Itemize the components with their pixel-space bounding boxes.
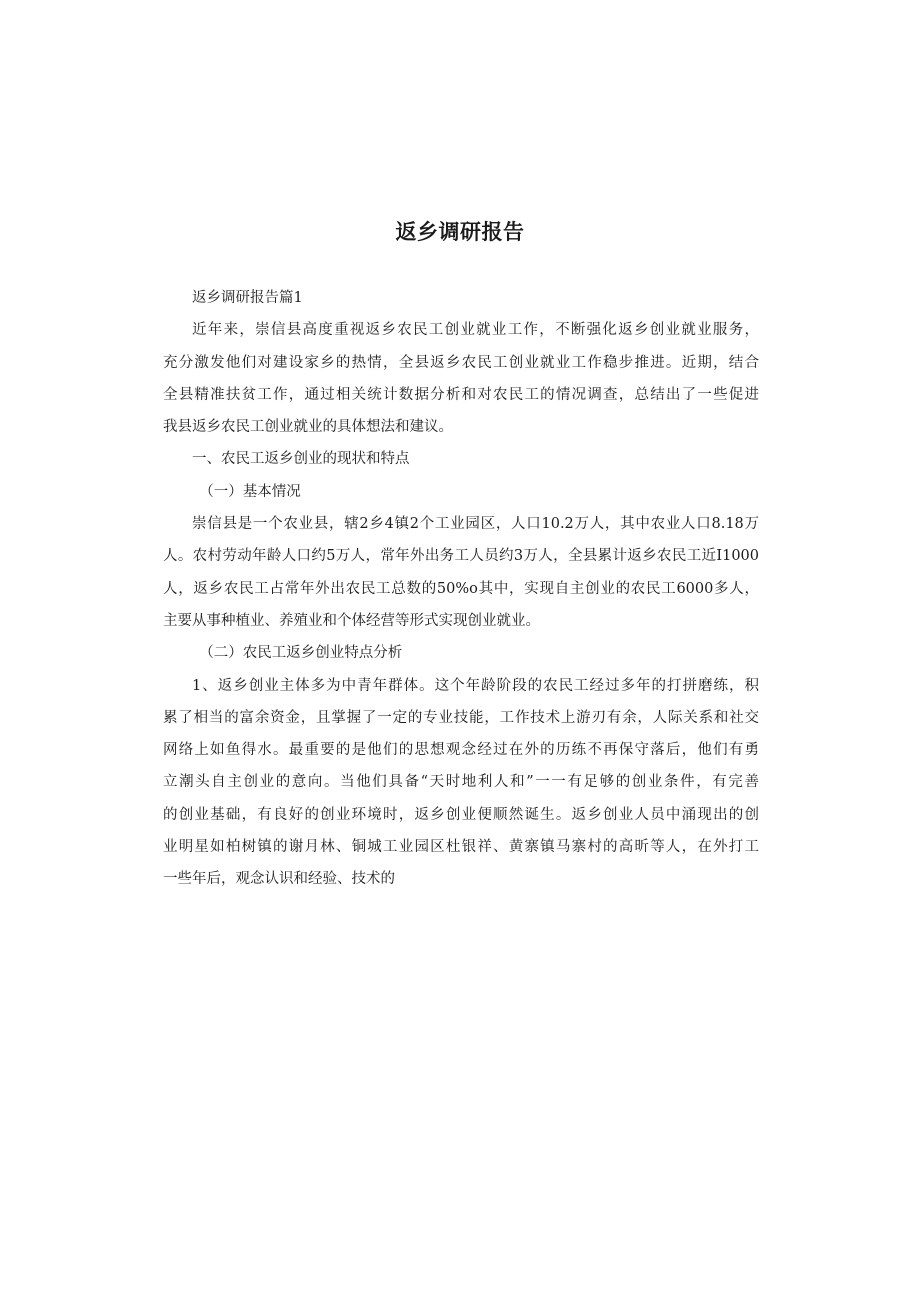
- paragraph-line: 我县返乡农民工创业就业的具体想法和建议。: [163, 419, 453, 436]
- section-heading: 一、农民工返乡创业的现状和特点: [192, 451, 410, 468]
- subsection-heading: （二）农民工返乡创业特点分析: [199, 645, 403, 662]
- paragraph-line: 立潮头自主创业的意向。当他们具备“天时地利人和”一一有足够的创业条件，有完善: [163, 774, 759, 791]
- paragraph-line: 业明星如柏树镇的谢月林、铜城工业园区杜银祥、黄寨镇马寨村的高昕等人，在外打工: [163, 839, 759, 856]
- document-title: 返乡调研报告: [395, 220, 525, 244]
- paragraph-line: 崇信县是一个农业县，辖2乡4镇2个工业园区，人口10.2万人，其中农业人口8.18万: [192, 516, 759, 533]
- feature-paragraph: [163, 670, 759, 896]
- paragraph-line: 一些年后，观念认识和经验、技术的: [163, 871, 395, 888]
- basic-situation-paragraph: [163, 508, 759, 637]
- paragraph-line: 近年来，崇信县高度重视返乡农民工创业就业工作，不断强化返乡创业就业服务，: [192, 322, 759, 339]
- paragraph-line: 网络上如鱼得水。最重要的是他们的思想观念经过在外的历练不再保守落后，他们有勇: [163, 742, 759, 759]
- paragraph-line: 全县精准扶贫工作，通过相关统计数据分析和对农民工的情况调查，总结出了一些促进: [163, 386, 759, 403]
- document-body: [163, 282, 759, 896]
- paragraph-line: 充分激发他们对建设家乡的热情，全县返乡农民工创业就业工作稳步推进。近期，结合: [163, 354, 759, 371]
- paragraph-line: 人。农村劳动年龄人口约5万人，常年外出务工人员约3万人，全县累计返乡农民工近I1000: [163, 548, 759, 565]
- section-label: 返乡调研报告篇1: [192, 290, 303, 306]
- paragraph-line: 主要从事种植业、养殖业和个体经营等形式实现创业就业。: [163, 612, 540, 629]
- subsection-heading: （一）基本情况: [199, 483, 301, 500]
- paragraph-line: 的创业基础，有良好的创业环境时，返乡创业便顺然诞生。返乡创业人员中涌现出的创: [163, 806, 759, 823]
- paragraph-line: 1、返乡创业主体多为中青年群体。这个年龄阶段的农民工经过多年的打拼磨练，积: [192, 677, 759, 694]
- intro-paragraph: [163, 314, 759, 443]
- paragraph-line: 人，返乡农民工占常年外出农民工总数的50%o其中，实现自主创业的农民工6000多人，: [163, 580, 759, 597]
- paragraph-line: 累了相当的富余资金，且掌握了一定的专业技能，工作技术上游刃有余，人际关系和社交: [163, 709, 759, 726]
